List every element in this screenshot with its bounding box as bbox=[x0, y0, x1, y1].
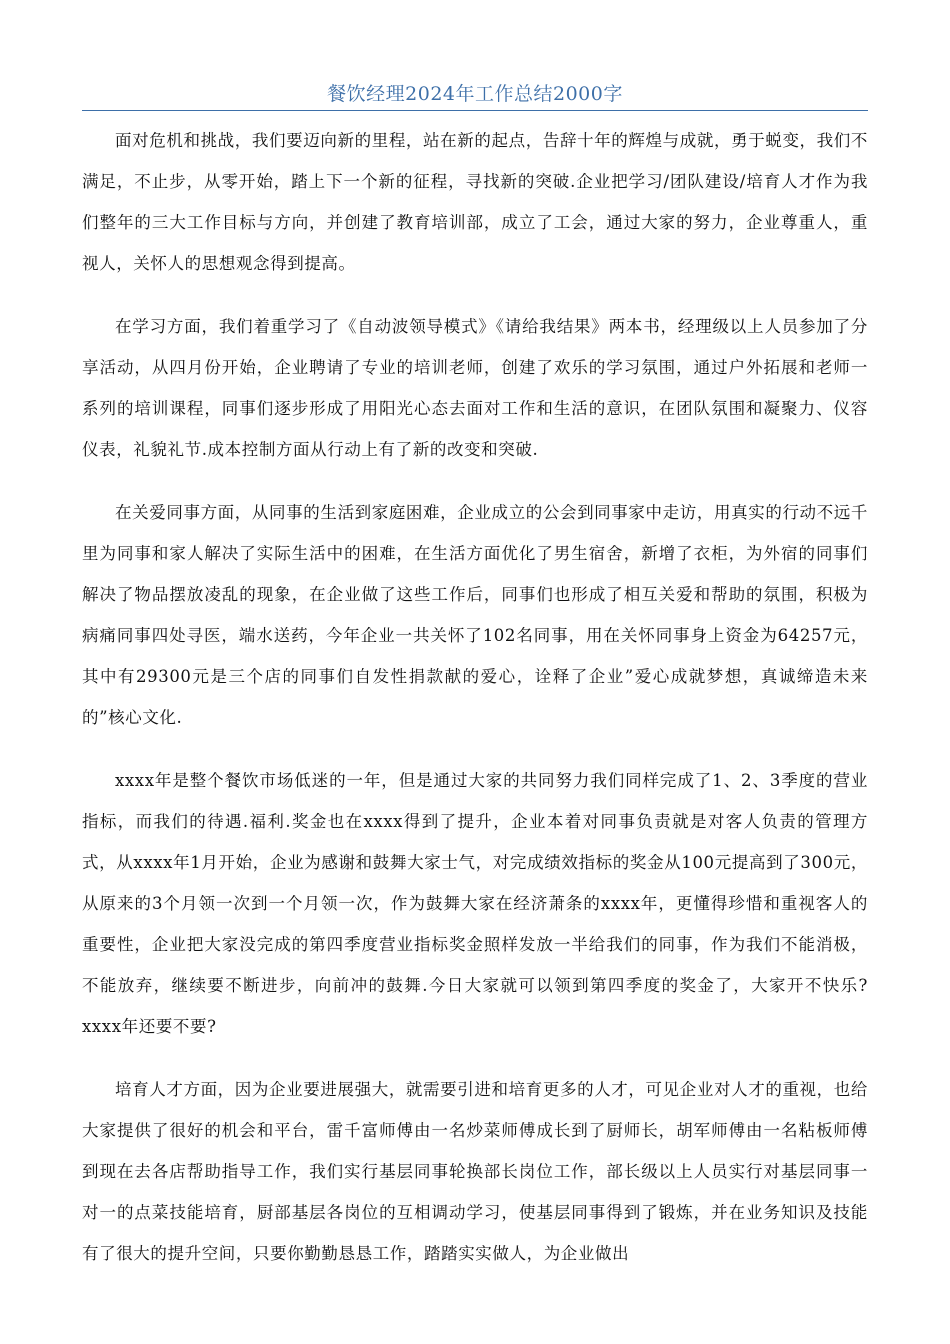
paragraph-4: xxxx年是整个餐饮市场低迷的一年，但是通过大家的共同努力我们同样完成了1、2、3季度的营业指标，而我们的待遇.福利.奖金也在xxxx得到了提升，企业本着对同事负责就是对客人负责的管理方式，从xxxx年1月开始，企业为感谢和鼓舞大家士气，对完成绩效指标的奖金从100元提高到了300元，从原来的3个月领一次到一个月领一次，作为鼓舞大家在经济萧条的xxxx年，更懂得珍惜和重视客人的重要性，企业把大家没完成的第四季度营业指标奖金照样发放一半给我们的同事，作为我们不能消极，不能放弃，继续要不断进步，向前冲的鼓舞.今日大家就可以领到第四季度的奖金了，大家开不快乐?xxxx年还要不要? bbox=[82, 771, 868, 1036]
document-title: 餐饮经理2024年工作总结2000字 bbox=[327, 83, 623, 105]
page-header bbox=[82, 80, 868, 111]
paragraph-1: 面对危机和挑战，我们要迈向新的里程，站在新的起点，告辞十年的辉煌与成就，勇于蜕变，我们不满足，不止步，从零开始，踏上下一个新的征程，寻找新的突破.企业把学习/团队建设/培育人才作为我们整年的三大工作目标与方向，并创建了教育培训部，成立了工会，通过大家的努力，企业尊重人，重视人，关怀人的思想观念得到提高。 bbox=[82, 131, 868, 273]
paragraph-3: 在关爱同事方面，从同事的生活到家庭困难，企业成立的公会到同事家中走访，用真实的行动不远千里为同事和家人解决了实际生活中的困难，在生活方面优化了男生宿舍，新增了衣柜，为外宿的同事们解决了物品摆放凌乱的现象，在企业做了这些工作后，同事们也形成了相互关爱和帮助的氛围，积极为病痛同事四处寻医，端水送药，今年企业一共关怀了102名同事，用在关怀同事身上资金为64257元，其中有29300元是三个店的同事们自发性捐款献的爱心，诠释了企业”爱心成就梦想，真诚缔造未来的”核心文化. bbox=[82, 503, 868, 727]
document-body bbox=[82, 120, 868, 1296]
paragraph-2: 在学习方面，我们着重学习了《自动波领导模式》《请给我结果》两本书，经理级以上人员参加了分享活动，从四月份开始，企业聘请了专业的培训老师，创建了欢乐的学习氛围，通过户外拓展和老师一系列的培训课程，同事们逐步形成了用阳光心态去面对工作和生活的意识，在团队氛围和凝聚力、仪容仪表，礼貌礼节.成本控制方面从行动上有了新的改变和突破. bbox=[82, 317, 868, 459]
paragraph-5: 培育人才方面，因为企业要进展强大，就需要引进和培育更多的人才，可见企业对人才的重视，也给大家提供了很好的机会和平台，雷千富师傅由一名炒菜师傅成长到了厨师长，胡军师傅由一名粘板师傅到现在去各店帮助指导工作，我们实行基层同事轮换部长岗位工作，部长级以上人员实行对基层同事一对一的点菜技能培育，厨部基层各岗位的互相调动学习，使基层同事得到了锻炼，并在业务知识及技能有了很大的提升空间，只要你勤勤恳恳工作，踏踏实实做人，为企业做出 bbox=[82, 1080, 868, 1263]
